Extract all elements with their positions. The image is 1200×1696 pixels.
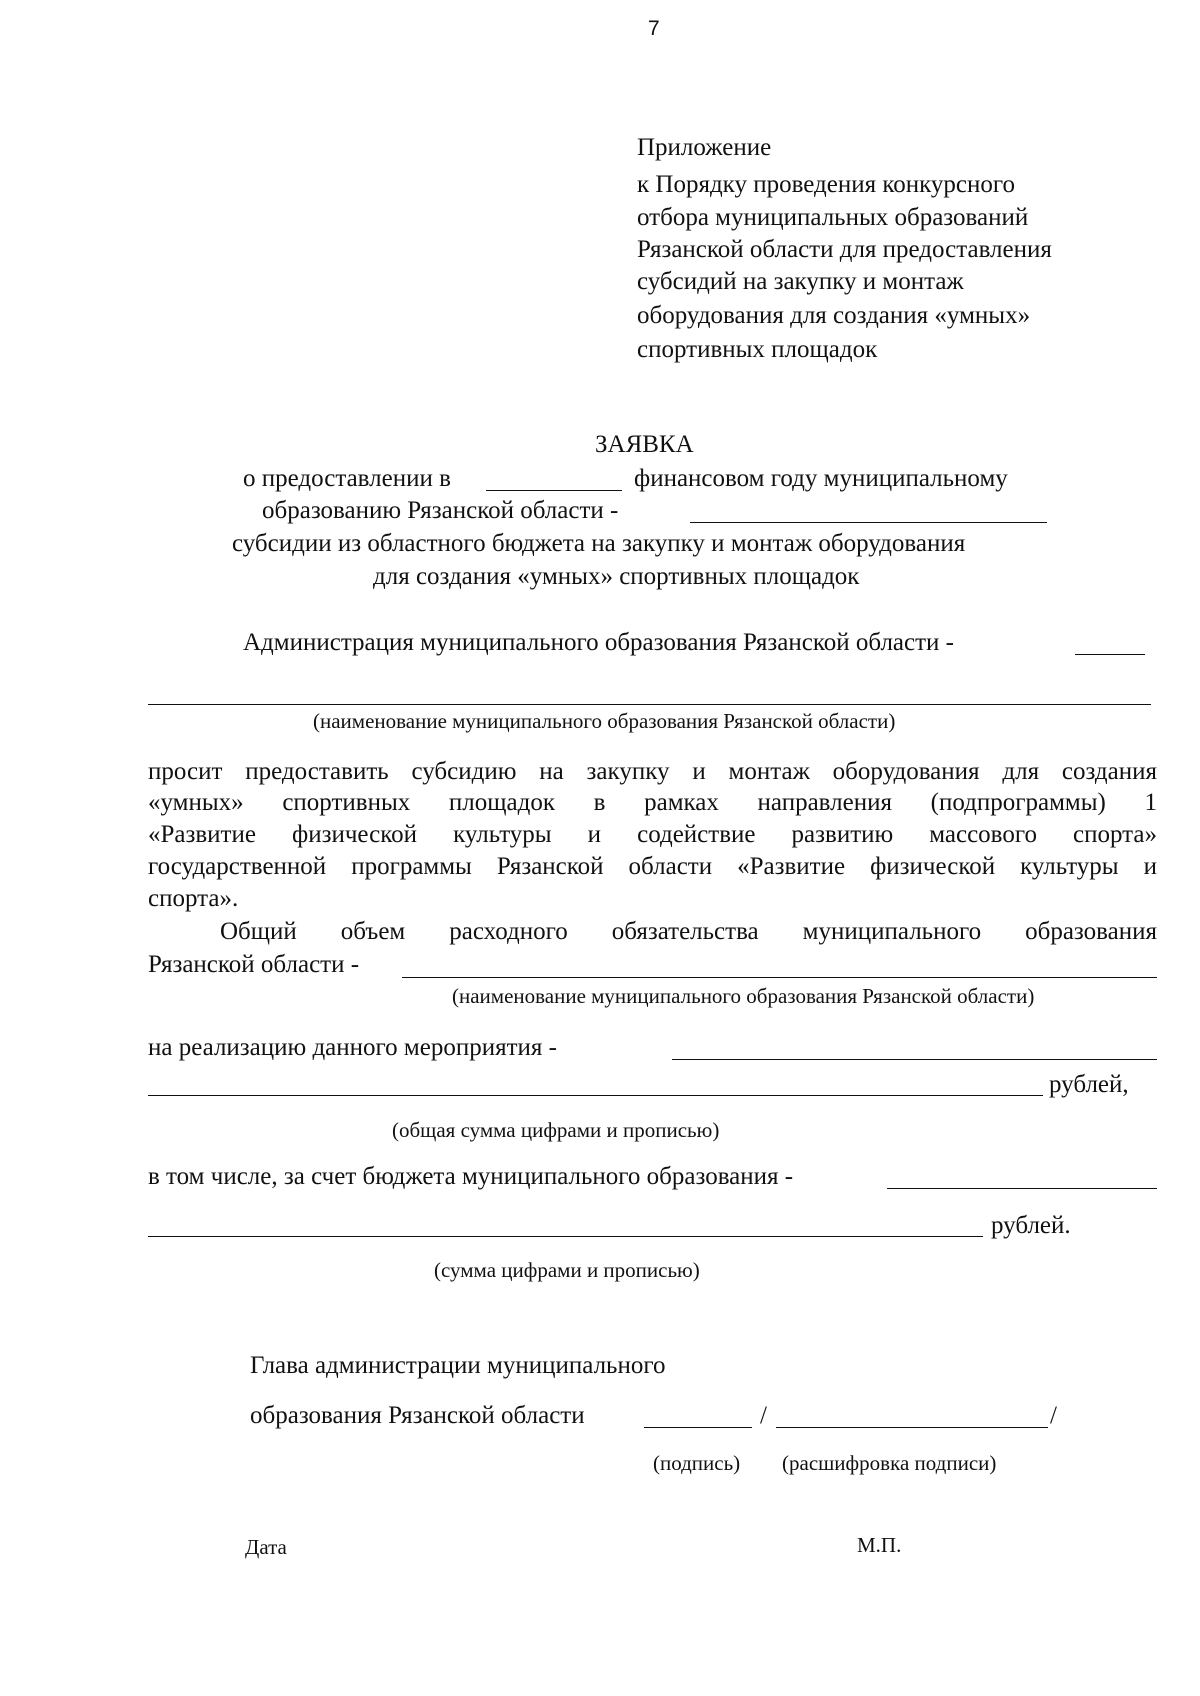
slash-separator: / (1050, 1402, 1057, 1429)
request-line: просит предоставить субсидию на закупку и монтаж оборудования для создания (148, 758, 1157, 785)
caption-sum: (сумма цифрами и прописью) (434, 1258, 700, 1282)
appendix-line: оборудования для создания «умных» (637, 302, 1031, 329)
rubles-label-2: рублей. (991, 1212, 1071, 1239)
municipal-budget-amount-blank[interactable] (148, 1236, 983, 1237)
administration-blank[interactable] (1075, 654, 1145, 655)
title-line3: субсидии из областного бюджета на закупку и монтаж оборудования (232, 530, 966, 557)
municipal-budget-blank[interactable] (887, 1188, 1157, 1189)
municipality-blank[interactable] (690, 522, 1047, 523)
municipality-name-blank[interactable] (148, 704, 1151, 705)
request-line: «умных» спортивных площадок в рамках направления (подпрограммы) 1 (148, 789, 1157, 816)
request-line: государственной программы Рязанской области «Развитие физической культуры и (148, 853, 1157, 880)
implementation-label: на реализацию данного мероприятия - (148, 1034, 557, 1061)
signature-blank[interactable] (644, 1427, 752, 1428)
date-label: Дата (245, 1535, 287, 1559)
including-label: в том числе, за счет бюджета муниципального образования - (148, 1163, 794, 1190)
caption-total-amount: (общая сумма цифрами и прописью) (392, 1118, 720, 1142)
fiscal-year-blank[interactable] (486, 490, 622, 491)
caption-municipality-name: (наименование муниципального образования Рязанской области) (313, 709, 896, 733)
caption-signature-decoding: (расшифровка подписи) (782, 1451, 997, 1475)
appendix-line: субсидий на закупку и монтаж (637, 268, 964, 295)
caption-municipality-name-2: (наименование муниципального образования Рязанской области) (452, 984, 1035, 1008)
total-obligation-line: Общий объем расходного обязательства муниципального образования (220, 918, 1157, 945)
rubles-label-1: рублей, (1049, 1071, 1129, 1098)
administration-text: Администрация муниципального образования Рязанской области - (243, 629, 954, 656)
region-name-blank[interactable] (402, 977, 1157, 978)
title-line2: образованию Рязанской области - (262, 497, 619, 524)
region-label: Рязанской области - (148, 951, 360, 978)
head-title-line2: образования Рязанской области (250, 1402, 585, 1429)
stamp-label: М.П. (857, 1533, 902, 1557)
signature-decoding-blank[interactable] (776, 1427, 1048, 1428)
appendix-line: Приложение (637, 134, 772, 161)
request-line-last: спорта». (148, 885, 239, 912)
request-line: «Развитие физической культуры и содействие развитию массового спорта» (148, 821, 1157, 848)
appendix-line: к Порядку проведения конкурсного (637, 171, 1015, 198)
implementation-amount-blank[interactable] (672, 1059, 1157, 1060)
caption-signature: (подпись) (653, 1451, 741, 1475)
title-line1-after: финансовом году муниципальному (634, 465, 1008, 492)
page-number: 7 (648, 17, 660, 40)
total-amount-blank[interactable] (148, 1095, 1043, 1096)
slash-separator: / (760, 1402, 767, 1429)
appendix-line: спортивных площадок (637, 336, 878, 363)
title-line1-before: о предоставлении в (243, 465, 451, 492)
head-title-line1: Глава администрации муниципального (250, 1352, 666, 1379)
title-line4: для создания «умных» спортивных площадок (373, 563, 860, 590)
appendix-line: Рязанской области для предоставления (637, 236, 1052, 263)
appendix-line: отбора муниципальных образований (637, 204, 1029, 231)
document-heading: ЗАЯВКА (595, 431, 694, 458)
